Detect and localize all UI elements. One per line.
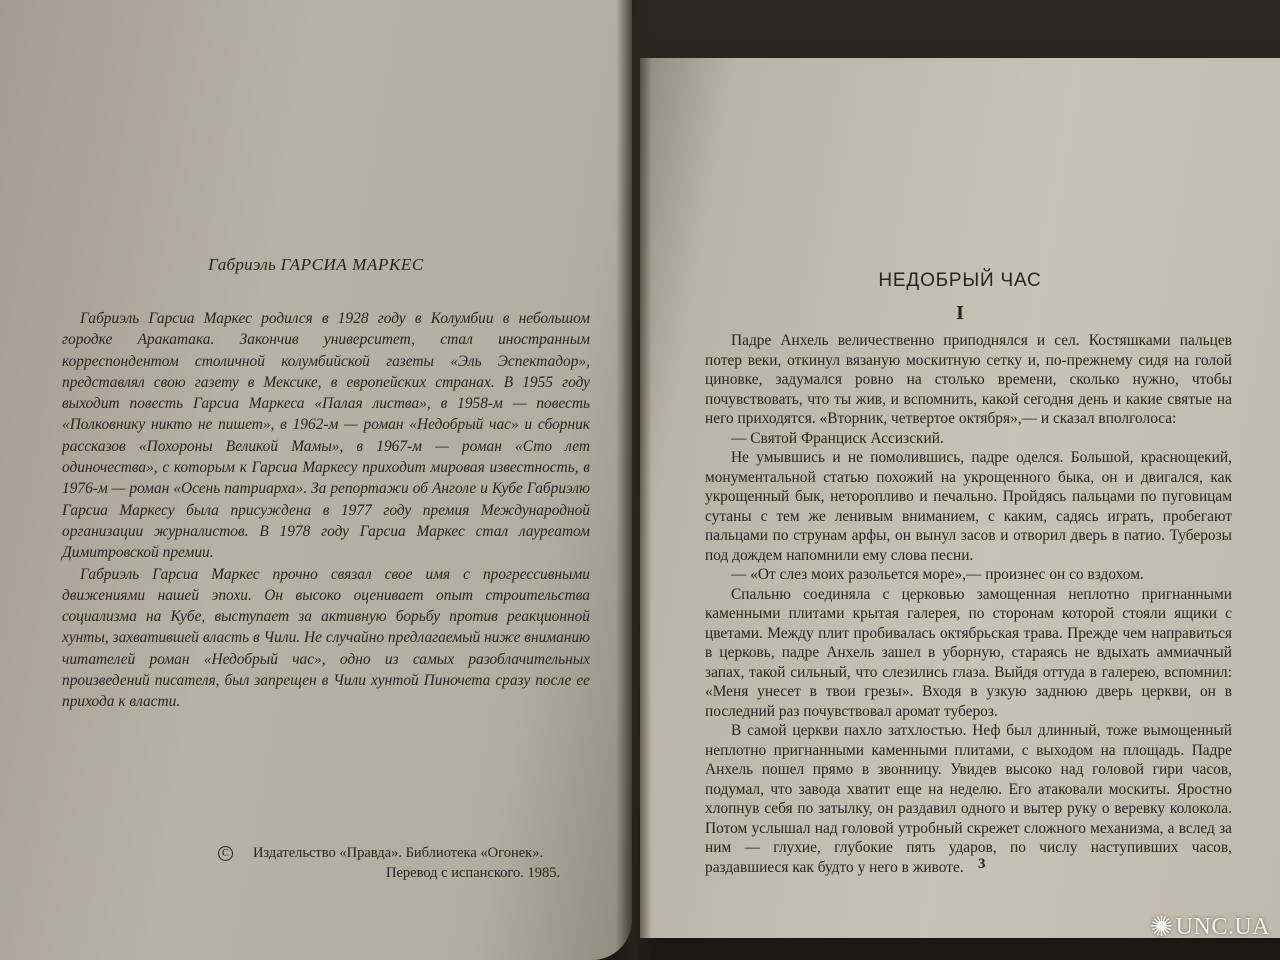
author-biography [62,308,590,713]
page-number: 3 [978,856,986,872]
translation-line: Перевод с испанского. 1985. [386,865,561,881]
author-first-name: Габриэль [208,255,277,274]
novel-text [705,331,1232,877]
biography-paragraph: Габриэль Гарсиа Маркес родился в 1928 году в Колумбии в небольшом городке Аракатака. Закончив университет, стал иностранным корреспондентом столичной колумбийской газеты «Эль Эспектадор», представлял свою газету в Мексике, в европейских странах. В 1955 году выходит повесть Гарсиа Маркеса «Палая листва», в 1958-м — повесть «Полковнику никто не пишет», в 1962-м — роман «Недобрый час» и сборник рассказов «Похороны Великой Мамы», в 1967-м — роман «Сто лет одиночества», с которым к Гарсиа Маркесу приходит мировая известность, в 1976-м — роман «Осень патриарха». За репортажи об Анголе и Кубе Габриэлю Гарсиа Маркесу была присуждена в 1977 году премия Международной организации журналистов. В 1978 году Гарсиа Маркес стал лауреатом Димитровской премии. [62,310,590,562]
novel-title: НЕДОБРЫЙ ЧАС [878,270,1042,291]
watermark-text: UNC.UA [1175,914,1270,940]
author-heading [0,255,632,275]
biography-paragraph: Габриэль Гарсиа Маркес прочно связал свое имя с прогрессивными движениями нашей эпохи. Он высоко оценивает опыт строительства социализма на Кубе, выступает за активную борьбу против реакционной хунты, захватившей власть в Чили. Не случайно предлагаемый ниже вниманию читателей роман «Недобрый час», одно из самых разоблачительных произведений писателя, был запрещен в Чили хунтой Пиночета сразу после ее прихода к власти. [62,565,590,711]
watermark [1150,910,1270,944]
text-paragraph: — Святой Франциск Ассизский. [731,429,944,447]
text-paragraph: Спальню соединяла с церковью замощенная неплотно пригнанными каменными плитами крытая галерея, по сторонам которой стояли ящики с цветами. Между плит пробивалась октябрьская трава. Прежде чем направиться в церковь, падре Анхель зашел в уборную, стараясь не вдыхать аммиачный запах, такой сильный, что слезились глаза. Выйдя оттуда в галерею, вспомнил: «Меня унесет в твои грезы». Входя в узкую заднюю дверь церкви, он в последний раз почувствовал аромат тубероз. [705,585,1232,720]
text-paragraph: В самой церкви пахло затхлостью. Неф был длинный, тоже вымощенный неплотно пригнанными каменными плитами, с выходом на площадь. Падре Анхель пошел прямо в звонницу. Увидев высоко над головой гири часов, подумал, что завода хватит еще на неделю. Его атаковали москиты. Яростно хлопнув себя по затылку, он раздавил одного и вытер руку о веревку колокола. Потом услышал над головой утробный скрежет сложного механизма, а вслед за ним — глухие, глубокие пять ударов, по числу наступивших часов, раздавшиеся как будто у него в животе. [705,722,1232,876]
publisher-line: Издательство «Правда». Библиотека «Огонек». [253,845,544,861]
text-paragraph: Падре Анхель величественно приподнялся и сел. Костяшками пальцев потер веки, откинул вязаную москитную сетку и, по-прежнему сидя на голой циновке, задумался ровно на столько времени, сколько нужно, чтобы почувствовать, что ты жив, и вспомнить, какой сегодня день и какие святые на него приходятся. «Вторник, четвертое октября»,— и сказал вполголоса: [705,332,1232,427]
book-gutter [616,0,652,960]
copyright-block [218,843,560,883]
text-paragraph: Не умывшись и не помолившись, падре оделся. Большой, краснощекий, монументальной статью похожий на укрощенного быка, он и двигался, как укрощенный бык, неторопливо и печально. Пройдясь пальцами по пуговицам сутаны с тем же ленивым вниманием, с каким, садясь играть, пробегают пальцами по струнам арфы, он вынул засов и отворил дверь в патио. Туберозы под дождем напомнили ему слова песни. [705,449,1232,564]
copyright-icon: C [218,846,233,861]
chapter-number: I [956,302,964,324]
coin-sparkle-icon: ✺ [1149,912,1174,943]
author-surname: ГАРСИА МАРКЕС [280,255,424,274]
text-paragraph: — «От слез моих разольется море»,— произнес он со вздохом. [731,566,1144,583]
